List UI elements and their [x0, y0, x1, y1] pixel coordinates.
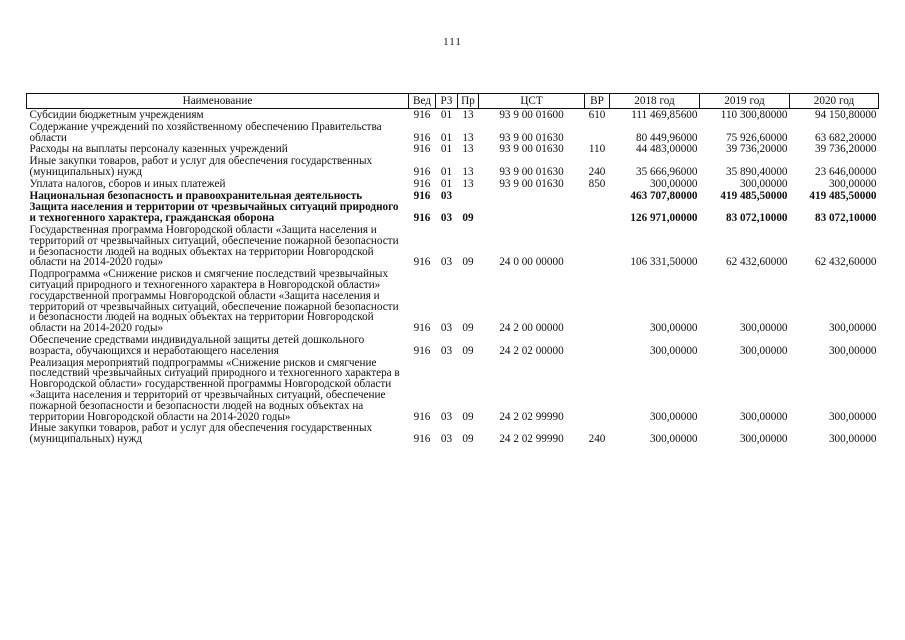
cell-2020: 300,00000: [828, 410, 877, 423]
cell-vr: [585, 224, 610, 268]
cell-vr: 240: [588, 165, 606, 178]
cell-vr: [585, 201, 610, 224]
cell-rz: 01: [440, 177, 453, 190]
cell-2020: 300,00000: [828, 177, 877, 190]
cell-2019: 419 485,50000: [720, 189, 788, 202]
cell-2020: 419 485,50000: [809, 189, 877, 202]
cell-2019: 300,00000: [739, 344, 788, 357]
cell-2018: 35 666,96000: [635, 165, 698, 178]
cell-name: Субсидии бюджетным учреждениям: [29, 109, 204, 121]
cell-rz: 03: [440, 189, 453, 202]
cell-cst: 24 2 02 99990: [499, 410, 564, 423]
budget-table: [26, 93, 879, 445]
cell-ved: 916: [413, 433, 431, 446]
cell-cst: 93 9 00 01630: [499, 131, 564, 144]
cell-2018: 106 331,50000: [630, 256, 698, 269]
cell-pr: 09: [462, 256, 474, 269]
cell-pr: 13: [462, 131, 474, 144]
cell-cst: 24 2 02 99990: [499, 433, 564, 446]
cell-2018: 300,00000: [649, 410, 698, 423]
cell-2020: 300,00000: [828, 433, 877, 446]
cell-vr: 110: [588, 143, 606, 156]
table-row: [27, 109, 879, 121]
cell-ved: 916: [413, 322, 431, 335]
cell-cst: 93 9 00 01630: [499, 165, 564, 178]
cell-name: Расходы на выплаты персоналу казенных учреждений: [29, 143, 288, 156]
table-row: [27, 357, 879, 423]
cell-ved: 916: [413, 344, 431, 357]
cell-name: Государственная программа Новгородской области «Защита населения и территорий от чрезвычайных ситуаций, обеспечение пожарной безопасности и безопасности людей на водных объектах на территории Новгородской области на 2014-2020 годы»: [29, 223, 399, 269]
table-row: [27, 155, 879, 178]
cell-cst: [479, 190, 585, 202]
cell-ved: 916: [413, 256, 431, 269]
cell-cst: 93 9 00 01630: [499, 177, 564, 190]
cell-2019: 83 072,10000: [725, 212, 788, 225]
cell-2019: 300,00000: [739, 322, 788, 335]
cell-cst: 93 9 00 01630: [499, 143, 564, 156]
cell-name: Реализация мероприятий подпрограммы «Снижение рисков и смягчение последствий чрезвычайных ситуаций природного и техногенного характера в Новгородской области» государственной программы Новгородской области «Защита населения и территорий от чрезвычайных ситуаций, обеспечение пожарной безопасности и безопасности людей на водных объектах на территории Новгородской области на 2014-2020 годы»: [29, 356, 400, 423]
cell-cst: [479, 201, 585, 224]
cell-name: Обеспечение средствами индивидуальной защиты детей дошкольного возраста, обучающихся и неработающего населения: [29, 333, 365, 357]
cell-2019: 300,00000: [739, 433, 788, 446]
cell-rz: 01: [440, 131, 453, 144]
table-row: [27, 268, 879, 334]
cell-rz: 01: [440, 109, 453, 121]
cell-rz: 03: [440, 322, 453, 335]
cell-name: Содержание учреждений по хозяйственному обеспечению Правительства области: [29, 120, 382, 144]
cell-name: Национальная безопасность и правоохранительная деятельность: [29, 189, 363, 202]
cell-2020: 94 150,80000: [814, 109, 877, 121]
table-row: [27, 190, 879, 202]
cell-2020: 62 432,60000: [814, 256, 877, 269]
cell-2020: 39 736,20000: [814, 143, 877, 156]
table-row: [27, 422, 879, 445]
cell-cst: 93 9 00 01600: [499, 109, 564, 121]
table-row: [27, 143, 879, 155]
table-row: [27, 121, 879, 144]
cell-rz: 01: [440, 165, 453, 178]
table-row: [27, 224, 879, 268]
cell-ved: 916: [413, 143, 431, 156]
cell-pr: 09: [462, 433, 474, 446]
page-number: 111: [443, 36, 462, 48]
cell-ved: 916: [413, 109, 431, 121]
cell-pr: 09: [462, 212, 474, 225]
cell-rz: 03: [440, 344, 453, 357]
cell-vr: 610: [588, 109, 606, 121]
cell-pr: 13: [462, 165, 474, 178]
cell-vr: [585, 334, 610, 357]
cell-ved: 916: [413, 189, 431, 202]
cell-name: Уплата налогов, сборов и иных платежей: [29, 177, 226, 190]
cell-2020: 63 682,20000: [814, 131, 877, 144]
cell-pr: 09: [462, 322, 474, 335]
table-body: [27, 109, 879, 445]
cell-ved: 916: [413, 165, 431, 178]
cell-vr: [585, 268, 610, 334]
cell-2018: 111 469,85600: [631, 109, 698, 121]
cell-2020: 83 072,10000: [814, 212, 877, 225]
cell-2018: 44 483,00000: [635, 143, 698, 156]
cell-cst: 24 2 00 00000: [499, 322, 564, 335]
cell-2018: 80 449,96000: [635, 131, 698, 144]
cell-rz: 03: [440, 256, 453, 269]
cell-name: Иные закупки товаров, работ и услуг для обеспечения государственных (муниципальных) нужд: [29, 422, 373, 446]
header-ved: Вед: [409, 94, 436, 109]
cell-ved: 916: [413, 212, 431, 225]
header-name: Наименование: [27, 94, 409, 109]
cell-vr: 240: [588, 433, 606, 446]
cell-pr: 09: [462, 344, 474, 357]
cell-vr: 850: [588, 177, 606, 190]
header-cst: ЦСТ: [479, 94, 585, 109]
cell-rz: 03: [440, 410, 453, 423]
cell-cst: 24 2 02 00000: [499, 344, 564, 357]
cell-name: Подпрограмма «Снижение рисков и смягчение последствий чрезвычайных ситуаций природного и техногенного характера в Новгородской области» государственной программы Новгородской области «Защита населения и территорий от чрезвычайных ситуаций, обеспечение пожарной безопасности и безопасности людей на водных объектах на территории Новгородской области на 2014-2020 годы»: [29, 268, 399, 335]
table-row: [27, 201, 879, 224]
table-row: [27, 334, 879, 357]
cell-2019: 39 736,20000: [725, 143, 788, 156]
cell-name: Защита населения и территории от чрезвычайных ситуаций природного и техногенного характера, гражданская оборона: [29, 201, 399, 225]
cell-2019: 110 300,80000: [720, 109, 788, 121]
header-2019: 2019 год: [700, 94, 790, 109]
table-row: [27, 178, 879, 190]
header-vr: ВР: [585, 94, 610, 109]
cell-2020: 300,00000: [828, 344, 877, 357]
cell-2019: 35 890,40000: [725, 165, 788, 178]
cell-2018: 300,00000: [649, 177, 698, 190]
header-pr: Пр: [458, 94, 479, 109]
cell-ved: 916: [413, 410, 431, 423]
cell-ved: 916: [413, 131, 431, 144]
cell-cst: 24 0 00 00000: [499, 256, 564, 269]
cell-2020: 23 646,00000: [814, 165, 877, 178]
cell-vr: [585, 190, 610, 202]
cell-2019: 300,00000: [739, 177, 788, 190]
cell-pr: 13: [462, 177, 474, 190]
cell-2018: 463 707,80000: [630, 189, 698, 202]
cell-rz: 03: [440, 212, 453, 225]
cell-pr: [458, 190, 479, 202]
cell-pr: 13: [462, 109, 474, 121]
cell-name: Иные закупки товаров, работ и услуг для обеспечения государственных (муниципальных) нужд: [29, 155, 373, 178]
table-header-row: [27, 94, 879, 109]
cell-rz: 03: [440, 433, 453, 446]
cell-vr: [585, 121, 610, 144]
cell-rz: 01: [440, 143, 453, 156]
cell-vr: [585, 357, 610, 423]
header-2018: 2018 год: [610, 94, 700, 109]
cell-2018: 126 971,00000: [630, 212, 698, 225]
cell-2019: 300,00000: [739, 410, 788, 423]
cell-2019: 62 432,60000: [725, 256, 788, 269]
cell-2019: 75 926,60000: [725, 131, 788, 144]
cell-2018: 300,00000: [649, 322, 698, 335]
cell-pr: 13: [462, 143, 474, 156]
cell-pr: 09: [462, 410, 474, 423]
header-rz: РЗ: [436, 94, 458, 109]
cell-2020: 300,00000: [828, 322, 877, 335]
header-2020: 2020 год: [790, 94, 879, 109]
cell-2018: 300,00000: [649, 344, 698, 357]
cell-2018: 300,00000: [649, 433, 698, 446]
cell-ved: 916: [413, 177, 431, 190]
